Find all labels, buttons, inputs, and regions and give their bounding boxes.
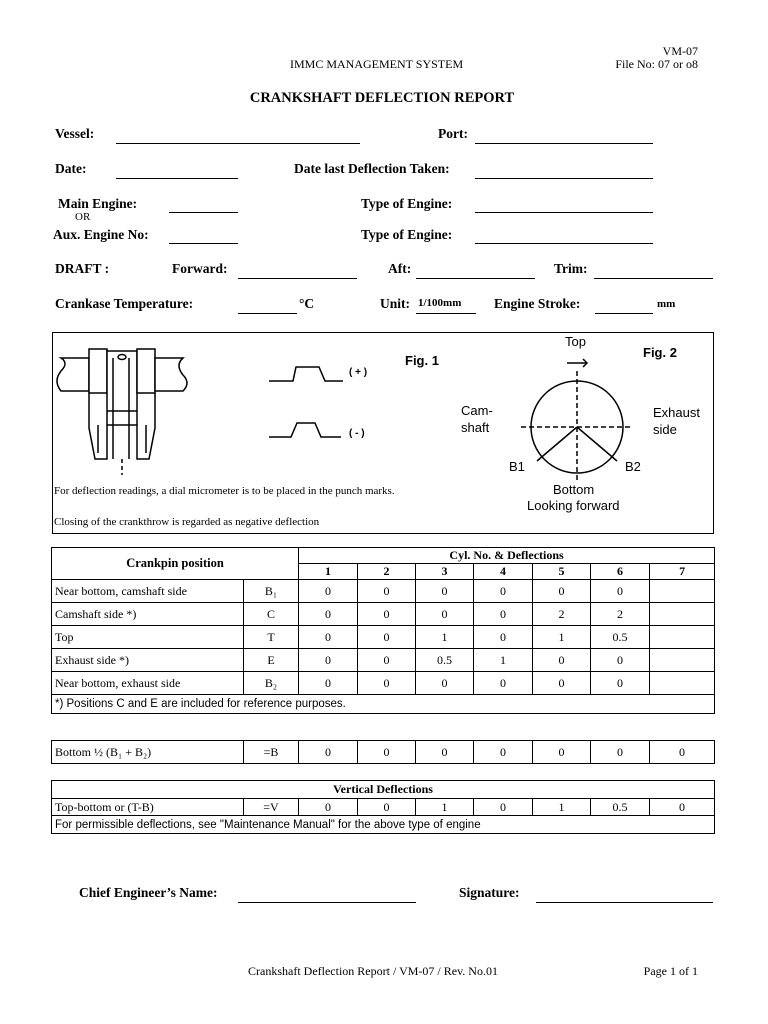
system-name: IMMC MANAGEMENT SYSTEM: [290, 57, 464, 71]
value-cell[interactable]: [650, 649, 715, 672]
value-cell[interactable]: [650, 580, 715, 603]
value-cell[interactable]: 0: [358, 580, 416, 603]
plus-label: ( + ): [349, 367, 368, 378]
port-label: Port:: [438, 126, 468, 141]
exhaust-label-line2: side: [653, 422, 677, 437]
vessel-label: Vessel:: [55, 126, 95, 141]
or-label: OR: [75, 211, 91, 223]
file-number: File No: 07 or o8: [615, 57, 698, 71]
value-cell[interactable]: 0: [299, 741, 358, 764]
value-cell[interactable]: 0: [474, 626, 533, 649]
page-number: Page 1 of 1: [643, 964, 698, 978]
trim-field[interactable]: [594, 278, 713, 279]
cyl-number: 3: [416, 564, 474, 580]
unit-field[interactable]: [416, 313, 476, 314]
position-cell: Camshaft side *): [52, 603, 244, 626]
vertical-deflections-table: [51, 780, 715, 834]
signature-label: Signature:: [459, 885, 520, 900]
forward-label: Forward:: [172, 261, 228, 276]
mm-unit: mm: [657, 298, 676, 310]
doc-code: VM-07: [662, 44, 698, 58]
symbol-cell: =B: [244, 741, 299, 764]
crank-throw-drawing: [57, 349, 187, 475]
value-cell[interactable]: 1: [533, 626, 591, 649]
exhaust-label: [653, 404, 700, 438]
value-cell[interactable]: 0: [299, 649, 358, 672]
aux-engine-label: Aux. Engine No:: [53, 227, 149, 242]
symbol-cell: B₂: [244, 672, 299, 695]
cyl-number: 4: [474, 564, 533, 580]
value-cell[interactable]: 1: [474, 649, 533, 672]
value-cell[interactable]: 0: [416, 603, 474, 626]
value-cell[interactable]: 0: [299, 580, 358, 603]
value-cell[interactable]: 0.5: [591, 799, 650, 816]
value-cell[interactable]: 0: [474, 603, 533, 626]
position-cell: Near bottom, camshaft side: [52, 580, 244, 603]
camshaft-label-line2: shaft: [461, 420, 490, 435]
table-row: [52, 580, 715, 603]
table-row: [52, 672, 715, 695]
chief-engineer-field[interactable]: [238, 902, 416, 903]
crankcase-temp-field[interactable]: [238, 313, 297, 314]
bottom-label: Bottom: [553, 482, 595, 497]
draft-label: DRAFT :: [55, 261, 110, 276]
negative-deflection-symbol: [269, 423, 341, 437]
fig1-label: Fig. 1: [405, 353, 439, 368]
deg-c-unit: °C: [299, 296, 315, 311]
cyl-header: Cyl. No. & Deflections: [299, 548, 715, 564]
value-cell[interactable]: 0: [591, 580, 650, 603]
position-cell: Top: [52, 626, 244, 649]
value-cell[interactable]: 0: [416, 741, 474, 764]
table-footnote: *) Positions C and E are included for reference purposes.: [52, 695, 715, 714]
value-cell[interactable]: 0: [591, 741, 650, 764]
aft-field[interactable]: [416, 278, 535, 279]
exhaust-label-line1: Exhaust: [653, 405, 700, 420]
value-cell[interactable]: 1: [416, 626, 474, 649]
date-field[interactable]: [116, 178, 238, 179]
port-field[interactable]: [475, 143, 653, 144]
table-row: [52, 626, 715, 649]
unit-label: Unit:: [380, 296, 410, 311]
cyl-number: 2: [358, 564, 416, 580]
unit-value: 1/100mm: [418, 297, 462, 309]
minus-label: ( - ): [349, 428, 365, 439]
value-cell[interactable]: 0: [533, 580, 591, 603]
value-cell[interactable]: 0: [650, 799, 715, 816]
aux-engine-field[interactable]: [169, 243, 238, 244]
date-last-field[interactable]: [475, 178, 653, 179]
figure-note-2: Closing of the crankthrow is regarded as negative deflection: [54, 516, 320, 528]
value-cell[interactable]: 0: [591, 672, 650, 695]
looking-forward-label: Looking forward: [527, 498, 620, 513]
permissible-note: For permissible deflections, see "Maintenance Manual" for the above type of engine: [52, 816, 715, 834]
engine-stroke-label: Engine Stroke:: [494, 296, 581, 311]
value-cell[interactable]: [650, 626, 715, 649]
vertical-deflections-title: Vertical Deflections: [52, 781, 715, 799]
value-cell[interactable]: 0: [650, 741, 715, 764]
value-cell[interactable]: 0: [416, 580, 474, 603]
table-row: [52, 799, 715, 816]
symbol-cell: T: [244, 626, 299, 649]
table-row: [52, 649, 715, 672]
trim-label: Trim:: [554, 261, 588, 276]
value-cell[interactable]: 0: [533, 649, 591, 672]
value-cell[interactable]: 1: [533, 799, 591, 816]
value-cell[interactable]: 0.5: [416, 649, 474, 672]
aft-label: Aft:: [388, 261, 412, 276]
crankcase-temp-label: Crankase Temperature:: [55, 296, 194, 311]
crankpin-header: Crankpin position: [52, 548, 299, 580]
top-bottom-label-cell: Top-bottom or (T-B): [52, 799, 244, 816]
value-cell[interactable]: 1: [416, 799, 474, 816]
symbol-cell: B₁: [244, 580, 299, 603]
type-engine-field-2[interactable]: [475, 243, 653, 244]
position-cell: Near bottom, exhaust side: [52, 672, 244, 695]
document-reference: Crankshaft Deflection Report / VM-07 / Rev. No.01: [248, 964, 498, 978]
top-label: Top: [565, 334, 586, 349]
value-cell[interactable]: 0: [358, 741, 416, 764]
value-cell[interactable]: [650, 672, 715, 695]
main-engine-field[interactable]: [169, 212, 238, 213]
value-cell[interactable]: 2: [591, 603, 650, 626]
symbol-cell: C: [244, 603, 299, 626]
symbol-cell: E: [244, 649, 299, 672]
table-row: [52, 741, 715, 764]
value-cell[interactable]: 0: [591, 649, 650, 672]
symbol-cell: =V: [244, 799, 299, 816]
chief-engineer-label: Chief Engineer’s Name:: [79, 885, 218, 900]
date-last-label: Date last Deflection Taken:: [294, 161, 450, 176]
camshaft-label: [461, 402, 493, 436]
vessel-field[interactable]: [116, 143, 360, 144]
bottom-average-table: [51, 740, 715, 764]
value-cell[interactable]: [650, 603, 715, 626]
table-row: [52, 603, 715, 626]
value-cell[interactable]: 0: [358, 649, 416, 672]
date-label: Date:: [55, 161, 87, 176]
deflection-position-circle: [521, 359, 633, 483]
value-cell[interactable]: 0: [358, 672, 416, 695]
value-cell[interactable]: 0: [299, 799, 358, 816]
value-cell[interactable]: 0: [474, 799, 533, 816]
cyl-number: 7: [650, 564, 715, 580]
value-cell[interactable]: 0: [358, 799, 416, 816]
type-engine-label-2: Type of Engine:: [361, 227, 453, 242]
type-engine-field-1[interactable]: [475, 212, 653, 213]
value-cell[interactable]: 0: [416, 672, 474, 695]
b2-label: B2: [625, 459, 641, 474]
position-cell: Exhaust side *): [52, 649, 244, 672]
cyl-number: 5: [533, 564, 591, 580]
figure-box: [52, 332, 714, 534]
value-cell[interactable]: 2: [533, 603, 591, 626]
positive-deflection-symbol: [269, 367, 343, 381]
bottom-label-cell: Bottom ½ (B₁ + B₂): [52, 741, 244, 764]
value-cell[interactable]: 0: [299, 672, 358, 695]
main-engine-label: Main Engine:: [58, 196, 138, 211]
cyl-number: 6: [591, 564, 650, 580]
deflection-table: [51, 547, 715, 714]
page-title: CRANKSHAFT DEFLECTION REPORT: [249, 90, 515, 106]
figure-note-1: For deflection readings, a dial micrometer is to be placed in the punch marks.: [54, 485, 395, 497]
value-cell[interactable]: 0: [358, 603, 416, 626]
value-cell[interactable]: 0: [474, 741, 533, 764]
type-engine-label-1: Type of Engine:: [361, 196, 453, 211]
b1-label: B1: [509, 459, 525, 474]
value-cell[interactable]: 0: [533, 672, 591, 695]
fig2-label: Fig. 2: [643, 345, 677, 360]
value-cell[interactable]: 0: [474, 580, 533, 603]
engine-stroke-field[interactable]: [595, 313, 653, 314]
forward-field[interactable]: [238, 278, 357, 279]
value-cell[interactable]: 0: [474, 672, 533, 695]
cyl-number: 1: [299, 564, 358, 580]
value-cell[interactable]: 0: [358, 626, 416, 649]
value-cell[interactable]: 0: [299, 626, 358, 649]
value-cell[interactable]: 0.5: [591, 626, 650, 649]
signature-field[interactable]: [536, 902, 713, 903]
value-cell[interactable]: 0: [533, 741, 591, 764]
camshaft-label-line1: Cam-: [461, 403, 493, 418]
value-cell[interactable]: 0: [299, 603, 358, 626]
